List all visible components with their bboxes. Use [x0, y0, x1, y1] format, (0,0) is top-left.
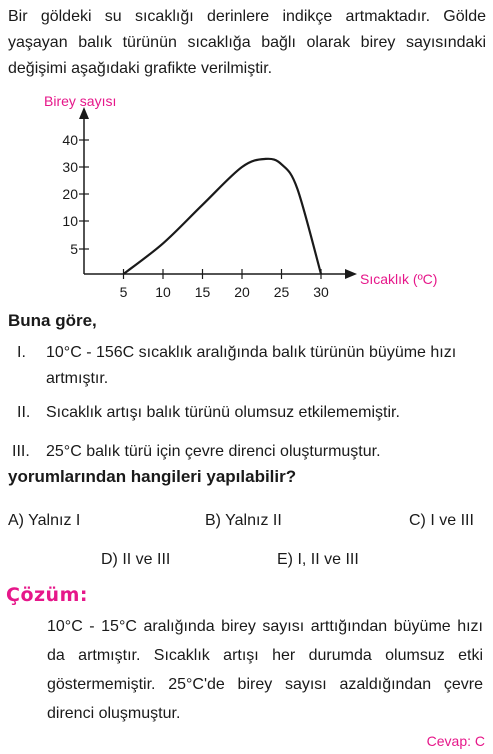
y-tick-label: 20: [62, 186, 78, 202]
solution-title: Çözüm:: [6, 584, 88, 606]
y-axis-label: Birey sayısı: [44, 93, 117, 109]
y-tick-label: 5: [70, 241, 78, 257]
statement-1: [17, 340, 483, 392]
population-chart: [0, 88, 493, 308]
x-tick-label: 20: [234, 284, 250, 300]
x-axis-label: Sıcaklık (ºC): [360, 271, 438, 287]
statement-number: II.: [17, 404, 31, 421]
option-d[interactable]: D) II ve III: [101, 551, 171, 568]
question-prompt: Buna göre,: [8, 311, 97, 330]
statement-2: [17, 400, 483, 426]
y-tick-label: 10: [62, 213, 78, 229]
statement-text: 25°C balık türü için çevre direnci oluşturmuştur.: [46, 443, 381, 460]
y-tick-label: 30: [62, 159, 78, 175]
statement-3: [12, 439, 483, 465]
option-e[interactable]: E) I, II ve III: [277, 551, 359, 568]
answer-label: Cevap: C: [426, 733, 485, 749]
statement-text: Sıcaklık artışı balık türünü olumsuz etkilememiştir.: [46, 404, 400, 421]
x-tick-label: 15: [194, 284, 211, 300]
x-tick-label: 10: [155, 284, 171, 300]
option-b[interactable]: B) Yalnız II: [205, 512, 282, 529]
statement-number: III.: [12, 443, 30, 460]
x-axis-arrow-icon: [345, 269, 357, 279]
statement-text: 10°C - 156C sıcaklık aralığında balık türünün büyüme hızı artmıştır.: [46, 344, 457, 387]
option-a[interactable]: A) Yalnız I: [8, 512, 81, 529]
question-intro: Bir göldeki su sıcaklığı derinlere indikçe artmaktadır. Gölde yaşayan balık türünün sıcaklığa bağlı olarak birey sayısındaki değişimi aşağıdaki grafikte verilmiştir.: [8, 8, 486, 77]
y-tick-label: 40: [62, 132, 78, 148]
population-curve: [124, 159, 322, 274]
x-tick-label: 30: [313, 284, 329, 300]
x-tick-label: 25: [273, 284, 290, 300]
statement-number: I.: [17, 344, 26, 361]
solution-text: 10°C - 15°C aralığında birey sayısı arttığından büyüme hızı da artmıştır. Sıcaklık artışı her durumda olumsuz etki göstermemiştir. 25°C'de birey sayısı azaldığından çevre direnci oluşmuştur.: [47, 618, 483, 722]
option-c[interactable]: C) I ve III: [409, 512, 474, 529]
x-tick-label: 5: [119, 284, 128, 300]
question-ask: yorumlarından hangileri yapılabilir?: [8, 467, 297, 486]
